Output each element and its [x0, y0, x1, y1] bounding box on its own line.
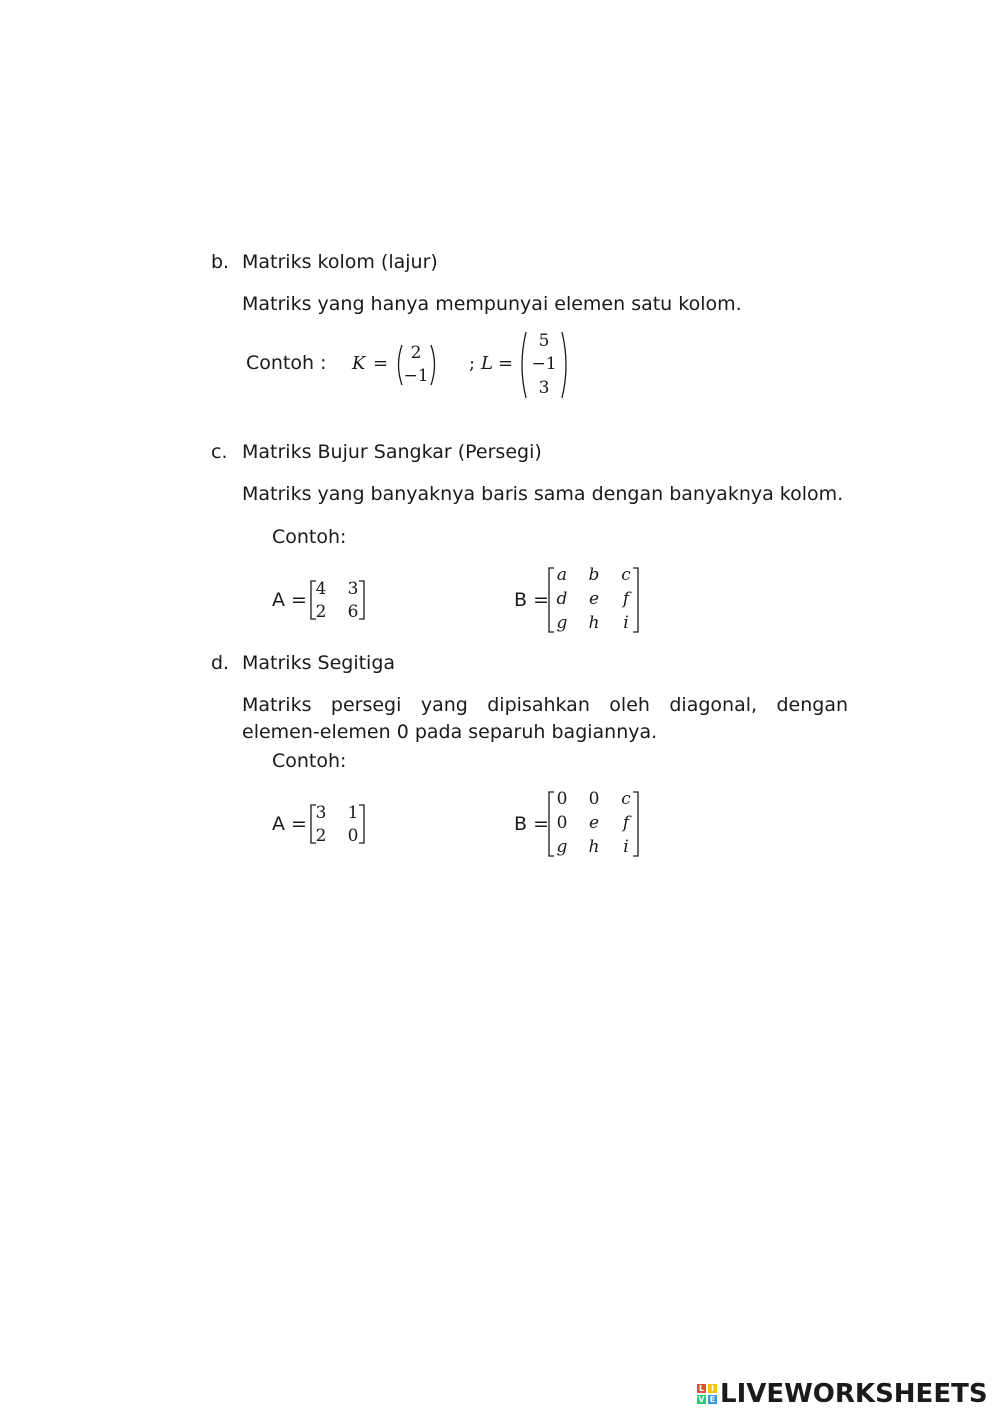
matrix-d-a-cell: 3 [315, 803, 327, 823]
matrix-d-b-cell: c [621, 789, 631, 809]
liveworksheets-logo [697, 1378, 988, 1410]
matrix-l-name: L [481, 353, 493, 374]
matrix-d-a-cell: 0 [347, 826, 359, 846]
section-b-letter: b. [211, 251, 230, 273]
matrix-c-b-cell: a [556, 565, 568, 585]
section-d-title: Matriks Segitiga [242, 652, 396, 674]
matrix-l-cell: 3 [538, 378, 550, 398]
matrix-c-a-right-bracket [358, 580, 366, 620]
matrix-d-b-right-bracket [632, 791, 640, 857]
matrix-d-b-cell: h [588, 837, 600, 857]
matrix-c-b-cell: e [588, 589, 600, 609]
matrix-c-b-cell: g [556, 613, 568, 633]
matrix-c-b-cell: c [621, 565, 631, 585]
matrix-c-b-label: B = [514, 589, 549, 611]
matrix-d-b-cell: e [588, 813, 600, 833]
separator-semicolon: ; [469, 353, 476, 374]
section-b-definition: Matriks yang hanya mempunyai elemen satu kolom. [242, 293, 742, 315]
matrix-l-left-paren [518, 331, 528, 399]
matrix-d-b-cell: 0 [556, 789, 568, 809]
matrix-k-equals: = [373, 353, 389, 374]
matrix-k-cell: 2 [410, 343, 422, 363]
matrix-d-b-label: B = [514, 813, 549, 835]
matrix-d-b-cell: i [623, 837, 629, 857]
matrix-c-a-cell: 3 [347, 579, 359, 599]
section-c-example-label: Contoh: [272, 526, 347, 548]
matrix-c-a-cell: 2 [315, 602, 327, 622]
matrix-c-b-cell: i [623, 613, 629, 633]
matrix-c-a-label: A = [272, 589, 307, 611]
matrix-c-a-cell: 6 [347, 602, 359, 622]
matrix-l-equals: = [498, 353, 514, 374]
section-c-definition: Matriks yang banyaknya baris sama dengan banyaknya kolom. [242, 483, 844, 505]
matrix-d-b-cell: g [556, 837, 568, 857]
section-b-title: Matriks kolom (lajur) [242, 251, 438, 273]
matrix-k-name: K [352, 353, 366, 374]
section-d-letter: d. [211, 652, 230, 674]
section-c-title: Matriks Bujur Sangkar (Persegi) [242, 441, 542, 463]
matrix-d-b-cell: 0 [556, 813, 568, 833]
matrix-l-cell: 5 [538, 331, 550, 351]
matrix-c-b-cell: d [556, 589, 568, 609]
logo-mark-tile: E [709, 1395, 716, 1404]
matrix-l-right-paren [560, 331, 570, 399]
section-d-definition: Matriks persegi yang dipisahkan oleh diagonal, dengan elemen-elemen 0 pada separuh bagiannya. [242, 694, 848, 743]
matrix-c-b-right-bracket [632, 567, 640, 633]
matrix-c-b-cell: b [588, 565, 600, 585]
section-c-letter: c. [211, 441, 228, 463]
matrix-d-a-right-bracket [358, 804, 366, 844]
section-d-example-label: Contoh: [272, 750, 347, 772]
logo-mark-tile: L [698, 1384, 705, 1393]
logo-wordmark: LIVEWORKSHEETS [720, 1379, 988, 1409]
matrix-d-a-cell: 1 [347, 803, 359, 823]
logo-mark-tile: I [708, 1384, 717, 1393]
matrix-c-a-cell: 4 [315, 579, 327, 599]
matrix-d-b-cell: f [622, 813, 630, 833]
matrix-c-b-cell: f [622, 589, 630, 609]
matrix-k-cell: −1 [403, 366, 429, 386]
matrix-l-cell: −1 [531, 354, 557, 374]
matrix-d-b-cell: 0 [588, 789, 600, 809]
matrix-d-a-label: A = [272, 813, 307, 835]
logo-mark-tile: V [698, 1395, 705, 1404]
matrix-c-b-cell: h [588, 613, 600, 633]
matrix-k-right-paren [429, 344, 439, 386]
section-b-example-label: Contoh : [246, 352, 327, 374]
logo-mark-icon [697, 1384, 717, 1404]
matrix-d-a-cell: 2 [315, 826, 327, 846]
